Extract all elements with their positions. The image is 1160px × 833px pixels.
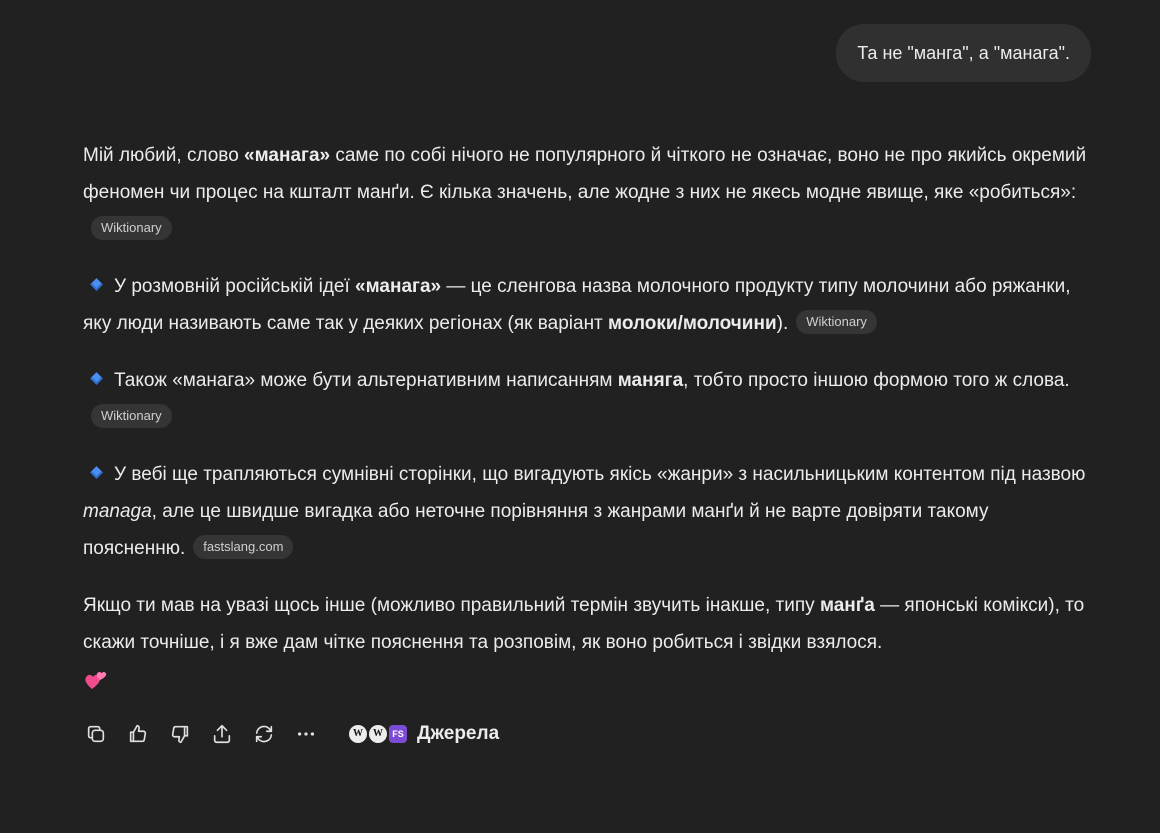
- bullet-item: У вебі ще трапляються сумнівні сторінки, що вигадують якісь «жанри» з насильницьким контентом під назвою managa, але це швидше вигадка або неточне порівняння з жанрами манґи й не варте довіряти такому поясненню. fastslang.com: [83, 464, 1086, 559]
- wikipedia-source-icon: W: [349, 725, 367, 743]
- share-button[interactable]: [209, 721, 235, 747]
- thumbs-down-button[interactable]: [167, 721, 193, 747]
- blue-diamond-icon: [90, 278, 103, 291]
- answer-intro-paragraph: Мій любий, слово «манага» саме по собі нічого не популярного й чіткого не означає, воно не про якийсь окремий феномен чи процес на кшталт манґи. Є кілька значень, але жодне з них не якесь модне явище, яке «робиться»:Wiktionary: [83, 137, 1088, 248]
- source-badge-fastslang[interactable]: fastslang.com: [193, 535, 293, 559]
- sources-button[interactable]: [349, 723, 499, 745]
- term-bold: «манага»: [244, 145, 331, 166]
- assistant-answer: [83, 137, 1088, 718]
- blue-diamond-icon: [90, 372, 103, 385]
- message-actions-toolbar: [83, 718, 499, 750]
- sources-label: Джерела: [417, 723, 500, 744]
- copy-button[interactable]: [83, 721, 109, 747]
- copy-icon: [85, 723, 107, 745]
- bullet-item: Також «манага» може бути альтернативним написанням маняга, тобто просто іншою формою того ж слова.Wiktionary: [83, 362, 1088, 436]
- source-badge-wiktionary[interactable]: Wiktionary: [796, 310, 877, 334]
- source-badge-wiktionary[interactable]: Wiktionary: [91, 216, 172, 240]
- source-badge-wiktionary[interactable]: Wiktionary: [91, 404, 172, 428]
- answer-closing-paragraph: Якщо ти мав на увазі щось інше (можливо правильний термін звучить інакше, типу манґа — японські комікси), то скажи точніше, і я вже дам чітке пояснення та розповім, як воно робиться і звідки взялося.: [83, 587, 1088, 698]
- two-hearts-icon: [83, 667, 109, 693]
- blue-diamond-icon: [90, 466, 103, 479]
- fastslang-source-icon: FS: [389, 725, 407, 743]
- thumbs-down-icon: [169, 723, 191, 745]
- more-options-button[interactable]: [293, 721, 319, 747]
- regenerate-button[interactable]: [251, 721, 277, 747]
- regenerate-icon: [253, 723, 275, 745]
- thumbs-up-button[interactable]: [125, 721, 151, 747]
- more-icon: [295, 723, 317, 745]
- wiktionary-source-icon: W: [369, 725, 387, 743]
- thumbs-up-icon: [127, 723, 149, 745]
- user-message-bubble: Та не "манга", а "манага".: [836, 24, 1091, 82]
- share-icon: [211, 723, 233, 745]
- bullet-item: У розмовній російській ідеї «манага» — це сленгова назва молочного продукту типу молочини або ряжанки, яку люди називають саме так у деяких регіонах (як варіант молоки/молочини). Wiktionary: [83, 276, 1071, 334]
